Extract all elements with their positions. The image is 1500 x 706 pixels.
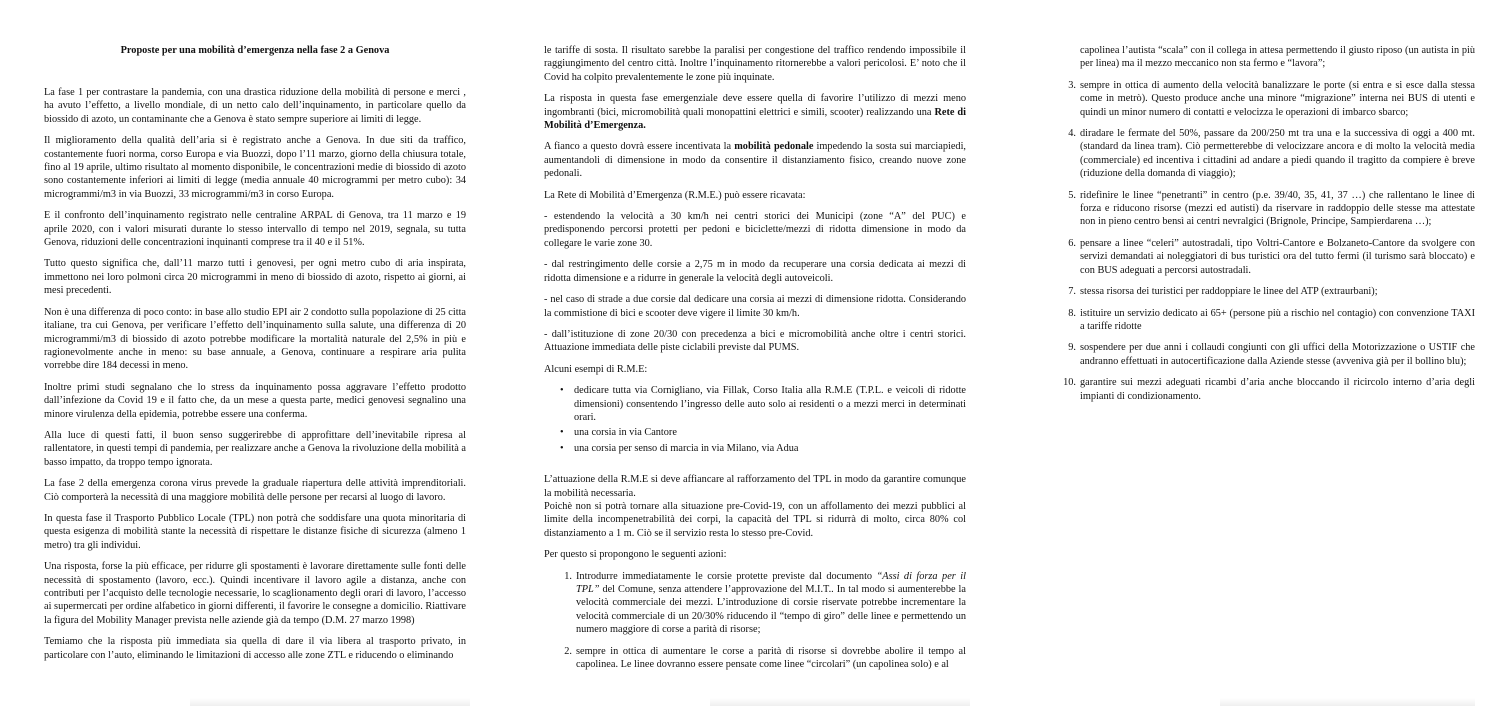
page-column-2 (530, 0, 970, 706)
page-shadow (710, 698, 970, 706)
rme-intro-paragraph (544, 92, 966, 132)
list-item-text: una corsia in via Cantore (574, 427, 677, 439)
list-item-text: dedicare tutta via Cornigliano, via Fillak, Corso Italia alla R.M.E (T.P.L. e veicoli di ridotte dimensioni) consentendo l’ingresso delle auto solo ai residenti o a mezzi merci in determinati orari. (574, 385, 966, 423)
paragraph-text: La risposta in questa fase emergenziale deve essere quella di favorire l’utilizzo di mezzi meno ingombranti (bici, micromobilità quali monopattini elettrici e simili, scooter) realizzando una (544, 93, 966, 118)
document-title: Proposte per una mobilità d’emergenza nella fase 2 a Genova (120, 45, 390, 56)
list-number: 7. (1068, 286, 1076, 298)
emphasis-text: mobilità pedonale (734, 141, 814, 153)
list-number: 1. (564, 570, 572, 582)
list-number: 9. (1068, 342, 1076, 354)
list-item-text: istituire un servizio dedicato ai 65+ (persone più a rischio nel contagio) con convenzione TAXI a tariffe ridotte (1080, 307, 1475, 332)
list-item-text: garantire sui mezzi adeguati ricambi d’aria anche bloccando il ricircolo interno d’aria degli impianti di condizionamento. (1080, 377, 1475, 402)
list-item-text: diradare le fermate del 50%, passare da 200/250 mt tra una e la successiva di oggi a 400 mt. (standard da linea tram). Ciò permetterebbe di velocizzare ancora e di molto la velocità media (commerciale) ed incentiva i cittadini ad andare a piedi quando il tragitto da compiere è breve (riduzione della domanda di viaggio); (1080, 128, 1475, 180)
column-1-content (44, 44, 466, 670)
bullet-marker: • (560, 442, 564, 454)
list-item (1048, 127, 1475, 181)
list-number: 3. (1068, 79, 1076, 91)
list-item-text: pensare a linee “celeri” autostradali, tipo Voltri-Cantore e Bolzaneto-Cantore da svolgere con servizi demandati ai noleggiatori di bus turistici ora del tutto fermi (il turismo sarà bloccato) e con BUS adeguati a percorsi autostradali. (1080, 237, 1475, 276)
paragraph: La fase 1 per contrastare la pandemia, con una drastica riduzione della mobilità di persone e merci , ha avuto l’effetto, a livello mondiale, di un netto calo dell’inquinamento, in particolare quello da biossido di azoto, un contaminante che a Genova è stato sempre superiore ai limiti di legge. (44, 87, 466, 125)
paragraph: le tariffe di sosta. Il risultato sarebbe la paralisi per congestione del traffico rendendo impossibile il raggiungimento del centro città. Inoltre l’inquinamento ritornerebbe a valori pericolosi. E’ noto che il Covid ha colpito prevalentemente le zone più inquinate. (544, 45, 966, 83)
page-shadow (1220, 698, 1475, 706)
paragraph: capolinea l’autista “scala” con il collega in attesa permettendo il giusto riposo (un autista in più per linea) ma il mezzo meccanico non sta fermo e “lavora”; (1080, 45, 1475, 70)
list-item-text: Introdurre immediatamente le corsie protette previste dal documento (576, 570, 877, 582)
list-item (1048, 285, 1475, 298)
paragraph: Poichè non si potrà tornare alla situazione pre-Covid-19, con un affollamento dei mezzi pubblici al limite della incompenetrabilità dei corpi, la capacità del TPL si ridurrà di molto, circa 80% col distanziamento a 1 m. Ciò se il servizio resta lo stesso pre-Covid. (544, 500, 966, 539)
bullet-marker: • (560, 427, 564, 439)
list-number: 4. (1068, 128, 1076, 140)
examples-list (544, 384, 966, 455)
list-item (1048, 79, 1475, 119)
paragraph: Alcuni esempi di R.M.E: (544, 363, 648, 375)
page-shadow (190, 698, 470, 706)
document-reference: “Assi di forza per il TPL” (576, 570, 966, 595)
paragraph: Il miglioramento della qualità dell’aria si è registrato anche a Genova. In due siti da traffico, costantemente fuori norma, corso Europa e via Buozzi, dopo l’11 marzo, giorno della chiusura totale, fino al 19 aprile, ultimo risultato al momento disponibile, le concentrazioni medie di biossido di azoto sono costantemente inferiori ai limiti di legge (media annuale 40 microgrammi per metro cubo): 34 microgrammi/m3 in via Buozzi, 33 microgrammi/m3 in corso Europa. (44, 135, 466, 200)
paragraph: - estendendo la velocità a 30 km/h nei centri storici dei Municipi (zone “A” del PUC) e predisponendo percorsi protetti per pedoni e biciclette/mezzi di ridotta dimensione in modo da collegare le varie zone 30. (544, 211, 966, 249)
list-item (1048, 341, 1475, 368)
paragraph: - dal restringimento delle corsie a 2,75 m in modo da recuperare una corsia dedicata ai mezzi di ridotta dimensione e a ridurre in generale la velocità degli autoveicoli. (544, 259, 966, 284)
list-item (1048, 189, 1475, 229)
list-item-text: stessa risorsa dei turistici per raddoppiare le linee del ATP (extraurbani); (1080, 286, 1378, 298)
paragraph: - dall’istituzione di zone 20/30 con precedenza a bici e micromobilità anche oltre i centri storici. Attuazione immediata delle piste ciclabili previste dal PUMS. (544, 328, 966, 354)
pedestrian-paragraph (544, 140, 966, 180)
paragraph: Temiamo che la risposta più immediata sia quella di dare il via libera al trasporto privato, in particolare con l’auto, eliminando le limitazioni di accesso alle zone ZTL e riducendo o eliminando (44, 636, 466, 661)
list-number: 5. (1068, 189, 1076, 201)
list-item (1048, 237, 1475, 277)
paragraph: Una risposta, forse la più efficace, per ridurre gli spostamenti è lavorare direttamente sulle fonti delle necessità di spostamento (lavoro, ecc.). Quindi incentivare il lavoro agile a distanza, anche con contributi per l’acquisto delle tecnologie necessarie, lo scaglionamento degli orari di lavoro, l’accesso ai supermercati per ordine alfabetico in giorni differenti, il favorire le consegne a domicilio. Riattivare la figura del Mobility Manager prevista nelle aziende già da tempo (D.M. 27 marzo 1998) (44, 561, 466, 626)
actions-list-continued (1048, 79, 1475, 403)
list-item-text: una corsia per senso di marcia in via Milano, via Adua (574, 442, 799, 454)
paragraph: Alla luce di questi fatti, il buon senso suggerirebbe di approfittare dell’inevitabile ripresa al rallentatore, in questi tempi di pandemia, per realizzare anche a Genova la rivoluzione della mobilità a basso impatto, da troppo tempo ignorata. (44, 429, 466, 468)
list-item-text: ridefinire le linee “penetranti” in centro (p.e. 39/40, 35, 41, 37 …) che rallentano le linee di forza e riducono risorse (mezzi ed autisti) da riservare in raddoppio delle stesse ma attestate non in pieno centro bensì ai centri nevralgici (Brignole, Principe, Sampierdarena …); (1080, 189, 1475, 228)
list-item-text: sempre in ottica di aumentare le corse a parità di risorse si dovrebbe abolire il tempo al capolinea. Le linee dovranno essere pensate come linee “circolari” (un capolinea solo) e al (576, 645, 966, 671)
page-column-3 (1050, 0, 1475, 706)
paragraph: Per questo si propongono le seguenti azioni: (544, 549, 727, 561)
paragraph: Non è una differenza di poco conto: in base allo studio EPI air 2 condotto sulla popolazione di 25 citta italiane, tra cui Genova, per verificare l’effetto dell’inquinamento sulla salute, una differenza di 20 microgrammi/m3 di biossido di azoto potrebbe modificare la mortalità naturale del 2,5% in più e ragionevolmente anche in meno: su base annuale, a Genova, continuare a respirare aria pulita vorrebbe dire 184 decessi in meno. (44, 306, 466, 372)
list-item (544, 426, 966, 439)
paragraph: La Rete di Mobilità d’Emergenza (R.M.E.) può essere ricavata: (544, 189, 806, 201)
list-item-text: del Comune, senza attendere l’approvazione del M.I.T.. In tal modo si aumenterebbe la velocità commerciale dei mezzi. L’introduzione di corsie riservate potrebbe incrementare la velocità commerciale di un 20/30% riducendo il “tempo di giro” delle linee e permettendo un numero maggiore di corse a parità di risorse; (576, 584, 966, 636)
actions-list (544, 570, 966, 672)
page-column-1 (30, 0, 470, 706)
list-number: 10. (1063, 377, 1076, 389)
column-3-content (1063, 44, 1475, 411)
paragraph: La fase 2 della emergenza corona virus prevede la graduale riapertura delle attività imprenditoriali. Ciò comporterà la necessità di una maggiore mobilità delle persone per recarsi al luogo di lavoro. (44, 478, 466, 503)
paragraph: E il confronto dell’inquinamento registrato nelle centraline ARPAL di Genova, tra 11 marzo e 19 aprile 2020, con i valori misurati durante lo stesso intervallo di tempo nel 2019, segnala, su tutta Genova, riduzioni delle concentrazioni inquinanti comprese tra il 40 e il 51%. (44, 210, 466, 249)
paragraph: L’attuazione della R.M.E si deve affiancare al rafforzamento del TPL in modo da garantire comunque la mobilità necessaria. (544, 474, 966, 499)
list-number: 2. (564, 645, 572, 657)
list-item (544, 384, 966, 424)
bullet-marker: • (560, 385, 564, 397)
paragraph: Tutto questo significa che, dall’11 marzo tutti i genovesi, per ogni metro cubo di aria inspirata, immettono nei loro polmoni circa 20 microgrammi in meno di biossido di azoto, rispetto ai giorni, ai mesi precedenti. (44, 258, 466, 297)
list-item-text: sempre in ottica di aumento della velocità banalizzare le porte (si entra e si esce dalla stessa come in metrò). Questo produce anche una minore “migrazione” interna nei BUS di utenti e quindi un minor numero di contatti e velocizza le operazioni di imbarco sbarco; (1080, 79, 1475, 118)
list-item (544, 645, 966, 672)
list-number: 8. (1068, 307, 1076, 319)
list-item (544, 442, 966, 455)
list-item (1048, 376, 1475, 403)
paragraph: Inoltre primi studi segnalano che lo stress da inquinamento possa aggravare l’effetto prodotto dall’infezione da Covid 19 e il fatto che, da un mese a questa parte, medici genovesi segnalino una minore virulenza della epidemia, potrebbe essere una conferma. (44, 381, 466, 420)
emphasis-text: Rete di Mobilità d’Emergenza. (544, 106, 966, 132)
list-item (544, 570, 966, 637)
column-2-content (544, 44, 966, 679)
paragraph: In questa fase il Trasporto Pubblico Locale (TPL) non potrà che soddisfare una quota minoritaria di questa esigenza di mobilità stante la necessità di rispettare le distanze fisiche di sicurezza (almeno 1 metro) tra gli individui. (44, 512, 466, 551)
paragraph-text: impedendo la sosta sui marciapiedi, aumentandoli di dimensione in modo da consentire il distanziamento fisico, creando nuove zone pedonali. (544, 141, 967, 180)
list-number: 6. (1068, 237, 1076, 249)
paragraph: - nel caso di strade a due corsie dal dedicare una corsia ai mezzi di dimensione ridotta. Considerando la commistione di bici e scooter deve vigere il limite 30 km/h. (544, 294, 966, 319)
list-item (1048, 307, 1475, 334)
list-item-text: sospendere per due anni i collaudi congiunti con gli uffici della Motorizzazione o USTIF che andranno effettuati in autocertificazione dalla Aziende stesse (avveniva già per il bollino blu); (1080, 342, 1475, 367)
paragraph-text: A fianco a questo dovrà essere incentivata la (544, 141, 735, 153)
